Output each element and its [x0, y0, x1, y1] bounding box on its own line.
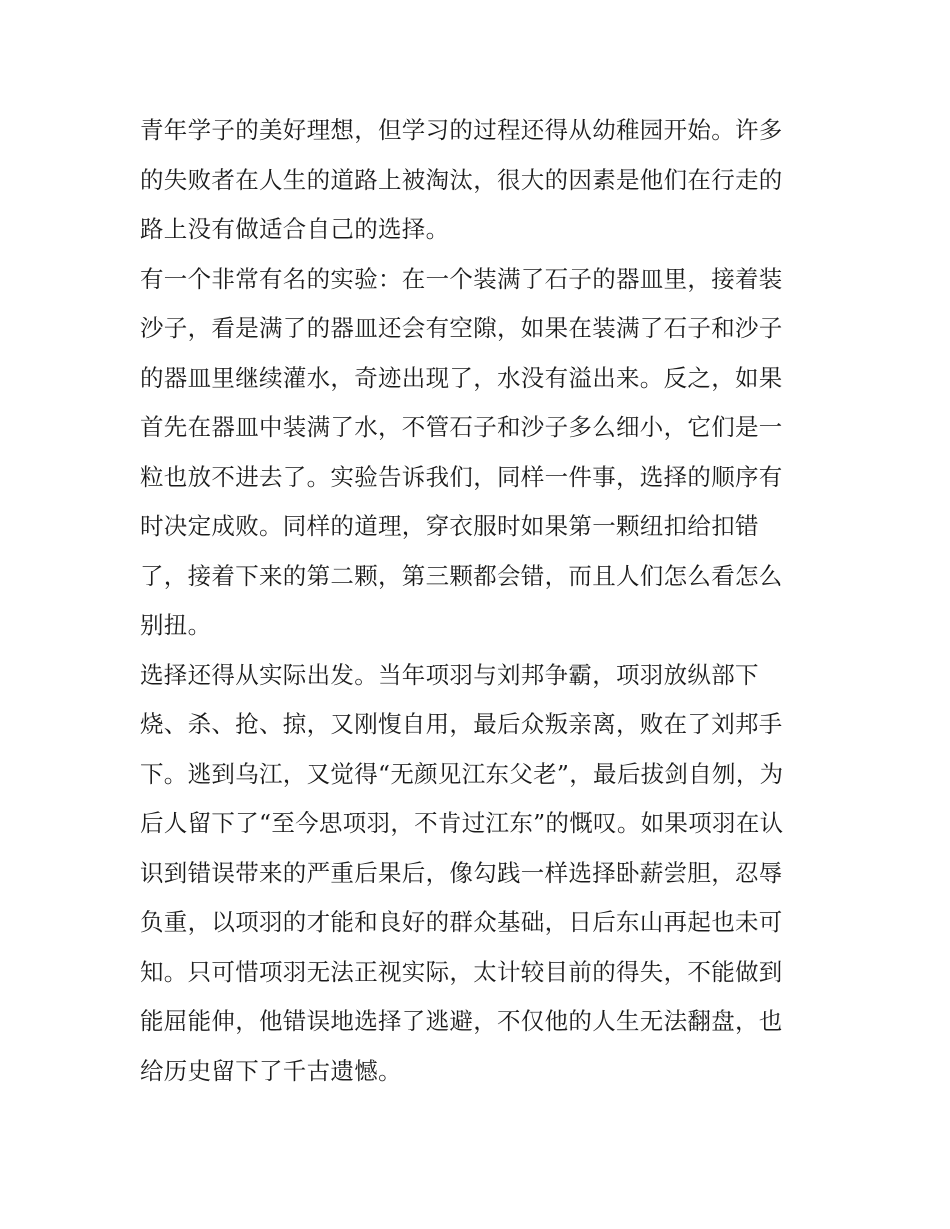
- text-line: 时决定成败。同样的道理，穿衣服时如果第一颗纽扣给扣错: [140, 512, 759, 540]
- text-line: 烧、杀、抢、掠，又刚愎自用，最后众叛亲离，败在了刘邦手: [140, 710, 783, 738]
- text-line: 首先在器皿中装满了水，不管石子和沙子多么细小，它们是一: [140, 413, 783, 441]
- text-line: 负重，以项羽的才能和良好的群众基础，日后东山再起也未可: [140, 908, 783, 936]
- text-line: 青年学子的美好理想，但学习的过程还得从幼稚园开始。许多: [140, 116, 783, 144]
- text-line: 别扭。: [140, 611, 212, 639]
- text-line: 沙子，看是满了的器皿还会有空隙，如果在装满了石子和沙子: [140, 314, 783, 342]
- text-line: 路上没有做适合自己的选择。: [140, 215, 450, 243]
- text-line: 知。只可惜项羽无法正视实际，太计较目前的得失，不能做到: [140, 957, 783, 986]
- text-line: 能屈能伸，他错误地选择了逃避，不仅他的人生无法翻盘，也: [140, 1007, 783, 1035]
- text-line: 选择还得从实际出发。当年项羽与刘邦争霸，项羽放纵部下: [140, 660, 759, 689]
- text-line: 粒也放不进去了。实验告诉我们，同样一件事，选择的顺序有: [140, 462, 783, 491]
- text-line: 的器皿里继续灌水，奇迹出现了，水没有溢出来。反之，如果: [140, 363, 783, 392]
- text-line: 了，接着下来的第二颗，第三颗都会错，而且人们怎么看怎么: [140, 561, 783, 590]
- text-line: 后人留下了“至今思项羽，不肯过江东”的慨叹。如果项羽在认: [140, 809, 784, 837]
- body-text: [140, 106, 820, 1096]
- text-line: 有一个非常有名的实验：在一个装满了石子的器皿里，接着装: [140, 264, 783, 293]
- text-line: 给历史留下了千古遗憾。: [140, 1056, 402, 1085]
- text-line: 的失败者在人生的道路上被淘汰，很大的因素是他们在行走的: [140, 165, 783, 194]
- text-line: 下。逃到乌江，又觉得“无颜见江东父老”，最后拔剑自刎，为: [140, 759, 784, 788]
- text-line: 识到错误带来的严重后果后，像勾践一样选择卧薪尝胆，忍辱: [140, 858, 783, 887]
